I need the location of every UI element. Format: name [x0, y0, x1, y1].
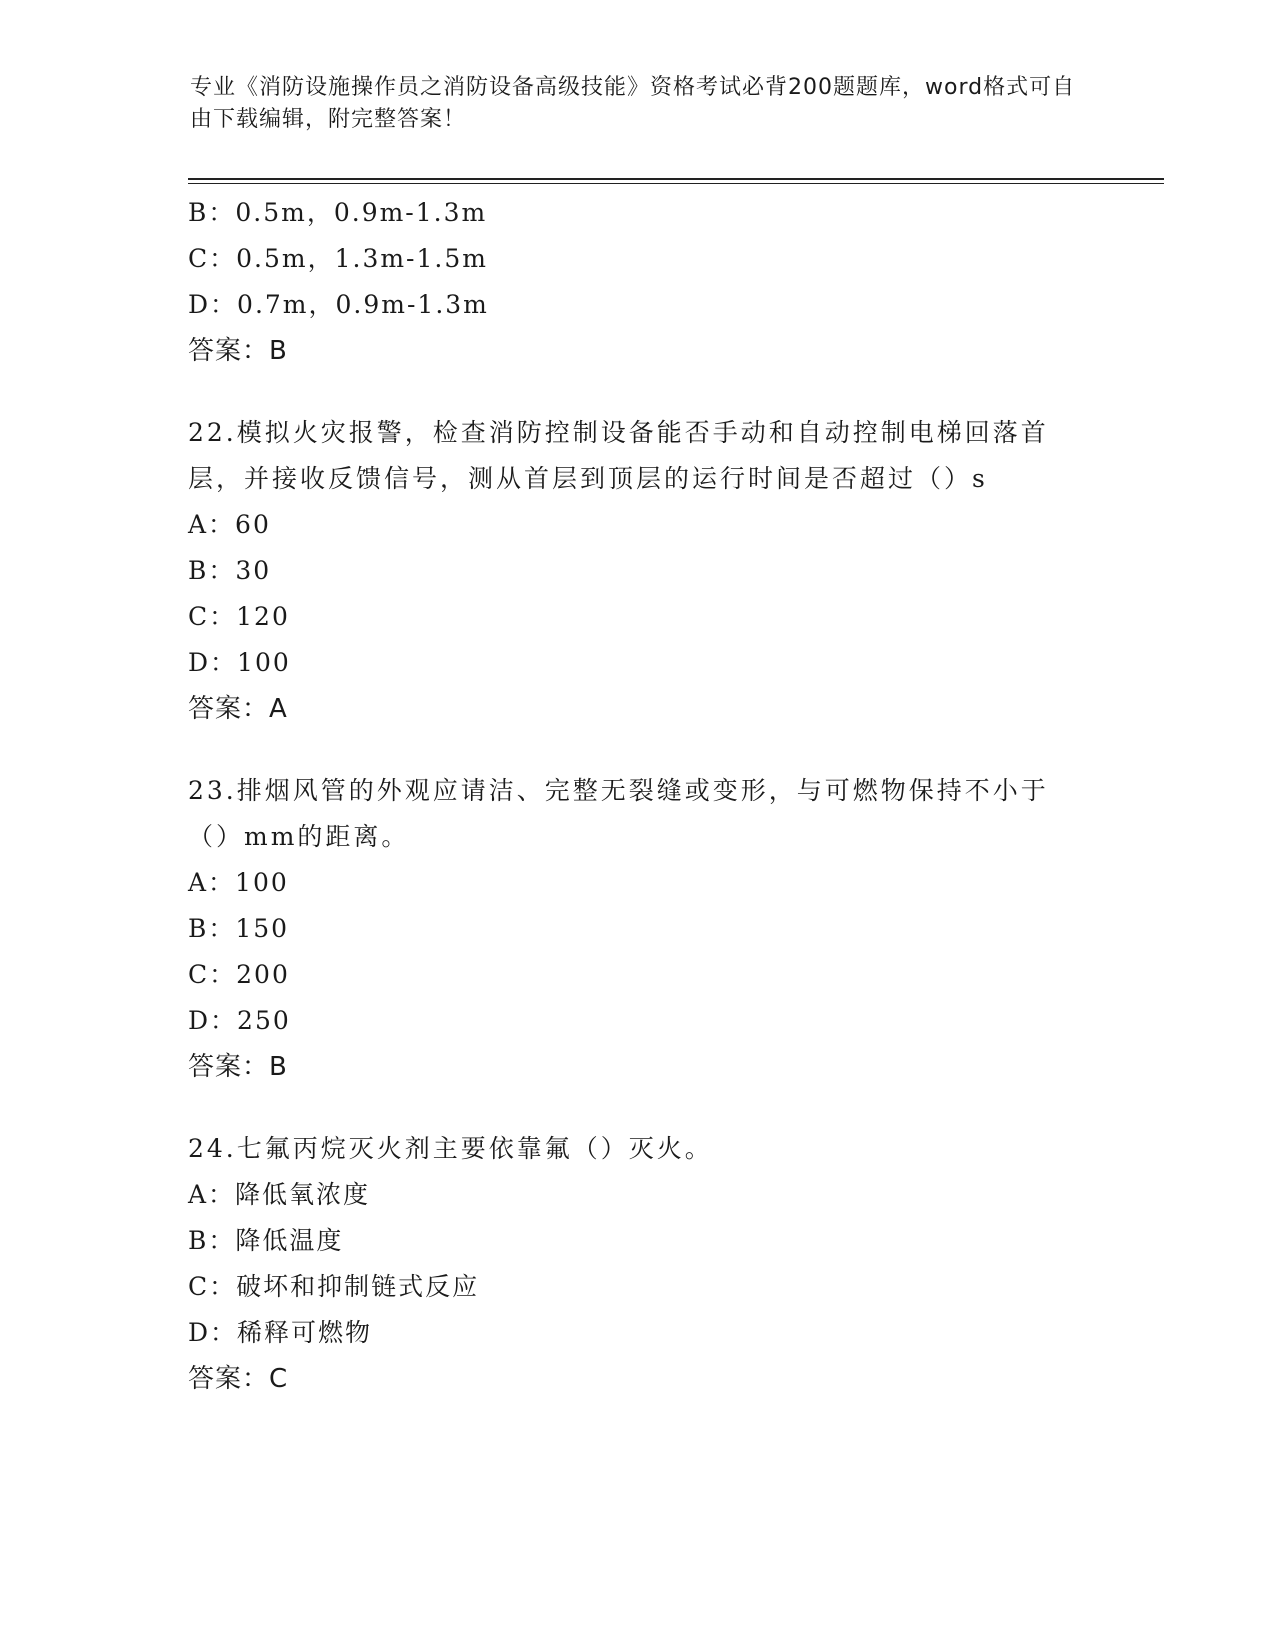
- answer: 答案：B: [188, 336, 288, 366]
- header-rule-thick: [188, 178, 1164, 180]
- question-22: [188, 410, 1088, 732]
- option-b: B：30: [188, 556, 272, 585]
- answer: 答案：B: [188, 1052, 288, 1082]
- question-text: 23.排烟风管的外观应请洁、完整无裂缝或变形，与可燃物保持不小于（）mm的距离。: [188, 776, 1049, 851]
- answer: 答案：A: [188, 694, 288, 724]
- option-c: C：破坏和抑制链式反应: [188, 1272, 480, 1301]
- question-list: [188, 190, 1088, 1402]
- option-d: D：250: [188, 1006, 291, 1035]
- question-text: 22.模拟火灾报警，检查消防控制设备能否手动和自动控制电梯回落首层，并接收反馈信号，测从首层到顶层的运行时间是否超过（）s: [188, 418, 1049, 493]
- option-a: A：降低氧浓度: [188, 1180, 371, 1209]
- question-21-continued: [188, 190, 1088, 374]
- question-23: [188, 768, 1088, 1090]
- option-c: C：0.5m，1.3m-1.5m: [188, 244, 488, 273]
- option-c: C：200: [188, 960, 290, 989]
- option-a: A：60: [188, 510, 271, 539]
- answer: 答案：C: [188, 1364, 289, 1394]
- option-b: B：0.5m，0.9m-1.3m: [188, 198, 488, 227]
- option-d: D：稀释可燃物: [188, 1318, 373, 1347]
- option-d: D：100: [188, 648, 291, 677]
- document-header: 专业《消防设施操作员之消防设备高级技能》资格考试必背200题题库，word格式可自由下载编辑，附完整答案！: [190, 75, 1076, 132]
- option-b: B：降低温度: [188, 1226, 344, 1255]
- question-text: 24.七氟丙烷灭火剂主要依靠氟（）灭火。: [188, 1134, 713, 1163]
- question-24: [188, 1126, 1088, 1402]
- option-a: A：100: [188, 868, 289, 897]
- option-c: C：120: [188, 602, 290, 631]
- option-b: B：150: [188, 914, 290, 943]
- option-d: D：0.7m，0.9m-1.3m: [188, 290, 489, 319]
- header-rule-thin: [188, 183, 1164, 184]
